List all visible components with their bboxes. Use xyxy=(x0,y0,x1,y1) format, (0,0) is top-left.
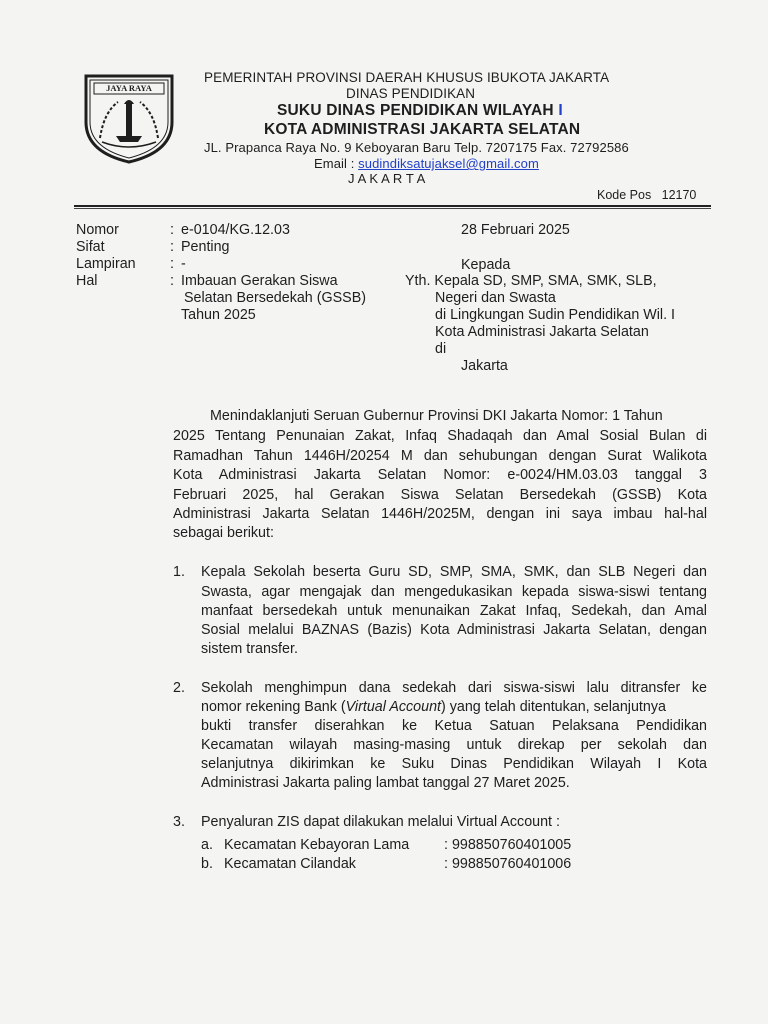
kop-line-2: DINAS PENDIDIKAN xyxy=(346,86,476,101)
item-line: Kepala Sekolah beserta Guru SD, SMP, SMA, SMK, dan SLB Negeri dan xyxy=(201,564,707,580)
intro-line: Administrasi Jakarta Selatan 1446H/2025M, dengan ini saya imbau hal-hal xyxy=(173,506,707,522)
nomor-colon: : xyxy=(170,222,174,238)
recipient-line-1: Yth. Kepala SD, SMP, SMA, SMK, SLB, xyxy=(405,273,657,289)
hal-value-2: Selatan Bersedekah (GSSB) xyxy=(184,290,366,306)
email-link[interactable]: sudindiksatujaksel@gmail.com xyxy=(358,156,539,171)
item-line: manfaat bersedekah untuk menunaikan Zakat Infaq, Sedekah, dan Amal xyxy=(201,603,707,619)
intro-line: Menindaklanjuti Seruan Gubernur Provinsi DKI Jakarta Nomor: 1 Tahun xyxy=(210,408,663,424)
hal-label: Hal xyxy=(76,273,98,289)
va-name: Kecamatan Kebayoran Lama xyxy=(224,837,410,853)
item-text: nomor rekening Bank ( xyxy=(201,699,346,715)
item-text-italic: Virtual Account xyxy=(345,699,442,715)
logo-text: JAYA RAYA xyxy=(106,83,152,93)
recipient-line-4: Kota Administrasi Jakarta Selatan xyxy=(435,324,649,340)
item-line: Penyaluran ZIS dapat dilakukan melalui Virtual Account : xyxy=(201,814,560,830)
sifat-label: Sifat xyxy=(76,239,105,255)
va-account: : 998850760401006 xyxy=(444,856,572,872)
intro-line: Februari 2025, hal Gerakan Siswa Selatan Bersedekah (GSSB) Kota xyxy=(173,487,707,503)
intro-line: Ramadhan Tahun 1446H/20254 M dan sehubungan dengan Surat Walikota xyxy=(173,448,707,464)
va-account: : 998850760401005 xyxy=(444,837,572,853)
hal-value-1: Imbauan Gerakan Siswa xyxy=(181,273,338,289)
intro-line: sebagai berikut: xyxy=(173,525,274,541)
item-line xyxy=(201,699,707,715)
item-number: 3. xyxy=(173,814,185,830)
letter-date: 28 Februari 2025 xyxy=(461,222,570,238)
va-letter: b. xyxy=(201,856,213,872)
item-number: 1. xyxy=(173,564,185,580)
kop-email-line xyxy=(314,156,539,171)
hal-colon: : xyxy=(170,273,174,289)
va-letter: a. xyxy=(201,837,213,853)
jaya-raya-logo xyxy=(78,72,180,164)
va-name: Kecamatan Cilandak xyxy=(224,856,356,872)
kop-line-1: PEMERINTAH PROVINSI DAERAH KHUSUS IBUKOTA JAKARTA xyxy=(204,70,610,85)
lampiran-label: Lampiran xyxy=(76,256,136,272)
sifat-colon: : xyxy=(170,239,174,255)
kop-city: J A K A R T A xyxy=(348,171,426,186)
item-line: Swasta, agar mengajak dan mengedukasikan kepada siswa-siswi tentang xyxy=(201,584,707,600)
recipient-line-2: Negeri dan Swasta xyxy=(435,290,556,306)
item-text: ) yang telah ditentukan, selanjutnya xyxy=(441,699,666,715)
item-line: Sosial melalui BAZNAS (Bazis) Kota Administrasi Jakarta Selatan, dengan xyxy=(201,622,707,638)
kop-line-3-text: SUKU DINAS PENDIDIKAN WILAYAH xyxy=(277,102,559,119)
item-line: selanjutnya dikirimkan ke Suku Dinas Pendidikan Wilayah I Kota xyxy=(201,756,707,772)
kop-line-3 xyxy=(277,102,563,120)
item-line: bukti transfer diserahkan ke Ketua Satuan Pelaksana Pendidikan xyxy=(201,718,707,734)
kop-line-4: KOTA ADMINISTRASI JAKARTA SELATAN xyxy=(264,121,581,138)
nomor-label: Nomor xyxy=(76,222,119,238)
sifat-value: Penting xyxy=(181,239,230,255)
kop-address: JL. Prapanca Raya No. 9 Keboyaran Baru Telp. 7207175 Fax. 72792586 xyxy=(204,140,629,155)
kode-pos: Kode Pos 12170 xyxy=(597,188,697,202)
intro-line: 2025 Tentang Penunaian Zakat, Infaq Shadaqah dan Amal Sosial Bulan di xyxy=(173,428,707,444)
nomor-value: e-0104/KG.12.03 xyxy=(181,222,290,238)
recipient-line-3: di Lingkungan Sudin Pendidikan Wil. I xyxy=(435,307,676,323)
lampiran-colon: : xyxy=(170,256,174,272)
item-line: sistem transfer. xyxy=(201,641,298,657)
recipient-kepada: Kepada xyxy=(461,257,511,273)
lampiran-value: - xyxy=(181,256,186,272)
header-divider-thick xyxy=(74,205,711,207)
item-line: Kecamatan wilayah masing-masing untuk direkap per sekolah dan xyxy=(201,737,707,753)
header-divider-thin xyxy=(74,208,711,209)
item-line: Sekolah menghimpun dana sedekah dari siswa-siswi lalu ditransfer ke xyxy=(201,680,707,696)
recipient-line-6: Jakarta xyxy=(461,358,508,374)
recipient-line-5: di xyxy=(435,341,447,357)
email-label: Email : xyxy=(314,156,359,171)
item-number: 2. xyxy=(173,680,185,696)
hal-value-3: Tahun 2025 xyxy=(181,307,256,323)
item-line: Administrasi Jakarta paling lambat tanggal 27 Maret 2025. xyxy=(201,775,570,791)
kop-line-3-num: I xyxy=(558,102,563,119)
intro-line: Kota Administrasi Jakarta Selatan Nomor: e-0024/HM.03.03 tanggal 3 xyxy=(173,467,707,483)
